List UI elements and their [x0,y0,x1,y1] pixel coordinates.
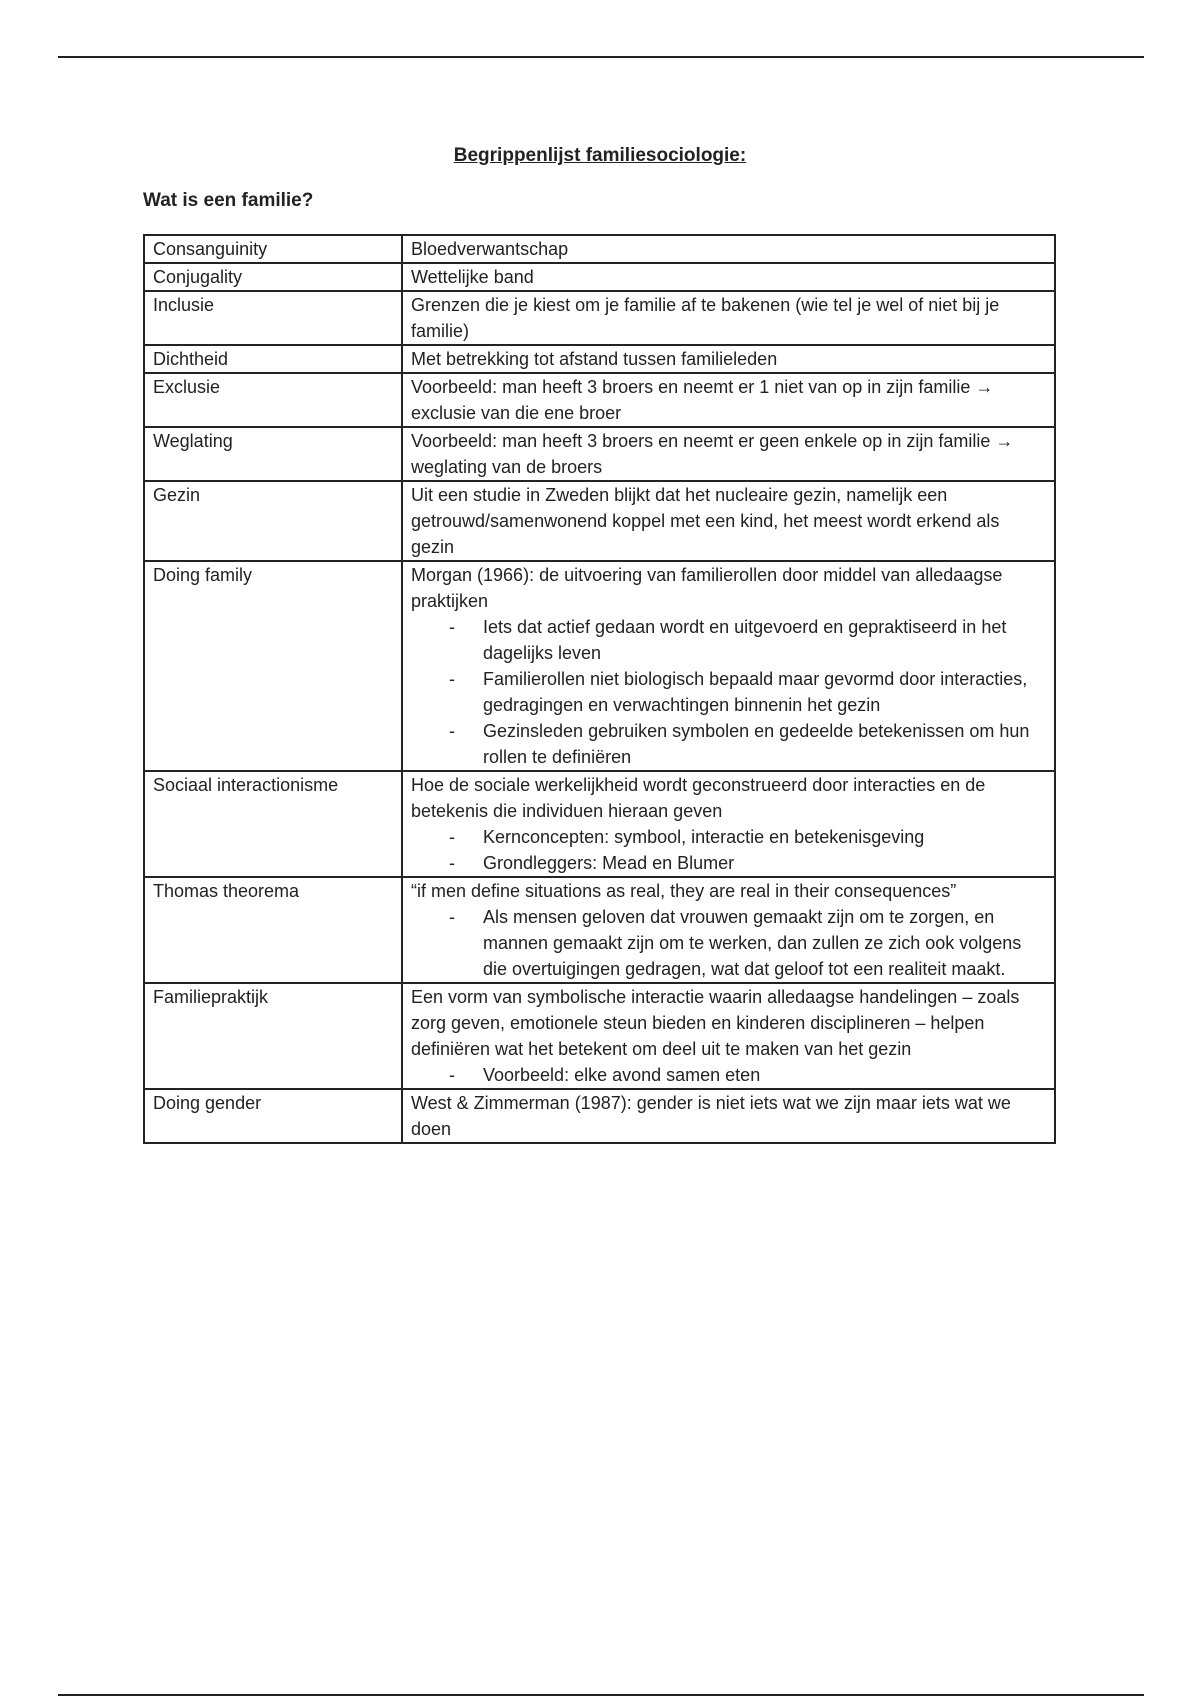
definition-cell [402,291,1055,345]
glossary-table [143,234,1056,1144]
definition-text: West & Zimmerman (1987): gender is niet iets wat we zijn maar iets wat we doen [411,1093,1011,1139]
table-row [144,877,1055,983]
term-cell: Inclusie [144,291,402,345]
definition-text: Grenzen die je kiest om je familie af te bakenen (wie tel je wel of niet bij je familie) [411,295,1000,341]
definition-cell [402,561,1055,771]
table-row [144,427,1055,481]
definition-text: Uit een studie in Zweden blijkt dat het nucleaire gezin, namelijk een getrouwd/samenwonend koppel met een kind, het meest wordt erkend als gezin [411,485,1000,557]
header-rule [58,56,1144,58]
definition-text: Voorbeeld: man heeft 3 broers en neemt er geen enkele op in zijn familie → weglating van de broers [411,431,1014,477]
term-cell: Sociaal interactionisme [144,771,402,877]
definition-cell [402,1089,1055,1143]
glossary-table-body [144,235,1055,1143]
table-row [144,1089,1055,1143]
term-cell: Thomas theorema [144,877,402,983]
definition-cell [402,983,1055,1089]
table-row [144,561,1055,771]
table-row [144,771,1055,877]
term-cell: Weglating [144,427,402,481]
definition-text: Bloedverwantschap [411,239,569,259]
table-row [144,235,1055,263]
table-row [144,983,1055,1089]
definition-cell [402,263,1055,291]
definition-text: Wettelijke band [411,267,534,287]
definition-cell [402,373,1055,427]
definition-text: Voorbeeld: man heeft 3 broers en neemt er 1 niet van op in zijn familie → exclusie van die ene broer [411,377,994,423]
definition-text: Met betrekking tot afstand tussen familieleden [411,349,778,369]
table-row [144,373,1055,427]
definition-text: Hoe de sociale werkelijkheid wordt geconstrueerd door interacties en de betekenis die individuen hieraan geven [411,775,986,821]
term-cell: Dichtheid [144,345,402,373]
definition-bullet-list [411,614,1046,770]
definition-cell [402,481,1055,561]
term-cell: Gezin [144,481,402,561]
section-heading: Wat is een familie? [143,190,314,211]
definition-cell [402,771,1055,877]
term-cell: Doing family [144,561,402,771]
definition-text: Morgan (1966): de uitvoering van familierollen door middel van alledaagse praktijken [411,565,1003,611]
definition-cell [402,235,1055,263]
definition-bullet-list [411,824,1046,876]
list-item: - Voorbeeld: elke avond samen eten [483,1062,1046,1088]
definition-bullet-list [411,904,1046,982]
footer-rule [58,1694,1144,1696]
list-item: - Iets dat actief gedaan wordt en uitgevoerd en gepraktiseerd in het dagelijks leven [483,614,1046,666]
list-item: - Als mensen geloven dat vrouwen gemaakt zijn om te zorgen, en mannen gemaakt zijn om te werken, dan zullen ze zich ook volgens die overtuigingen gedragen, wat dat geloof tot een realiteit maakt. [483,904,1046,982]
table-row [144,481,1055,561]
document-title: Begrippenlijst familiesociologie: [453,145,747,166]
term-cell: Exclusie [144,373,402,427]
definition-text: Een vorm van symbolische interactie waarin alledaagse handelingen – zoals zorg geven, emotionele steun bieden en kinderen disciplineren – helpen definiëren wat het betekent om deel uit te maken van het gezin [411,987,1020,1059]
definition-cell [402,427,1055,481]
table-row [144,291,1055,345]
definition-bullet-list [411,1062,1046,1088]
definition-cell [402,877,1055,983]
term-cell: Doing gender [144,1089,402,1143]
list-item: - Gezinsleden gebruiken symbolen en gedeelde betekenissen om hun rollen te definiëren [483,718,1046,770]
term-cell: Familiepraktijk [144,983,402,1089]
term-cell: Conjugality [144,263,402,291]
list-item: - Familierollen niet biologisch bepaald maar gevormd door interacties, gedragingen en verwachtingen binnenin het gezin [483,666,1046,718]
table-row [144,345,1055,373]
list-item: - Kernconcepten: symbool, interactie en betekenisgeving [483,824,1046,850]
definition-text: “if men define situations as real, they are real in their consequences” [411,881,957,901]
list-item: - Grondleggers: Mead en Blumer [483,850,1046,876]
term-cell: Consanguinity [144,235,402,263]
definition-cell [402,345,1055,373]
table-row [144,263,1055,291]
